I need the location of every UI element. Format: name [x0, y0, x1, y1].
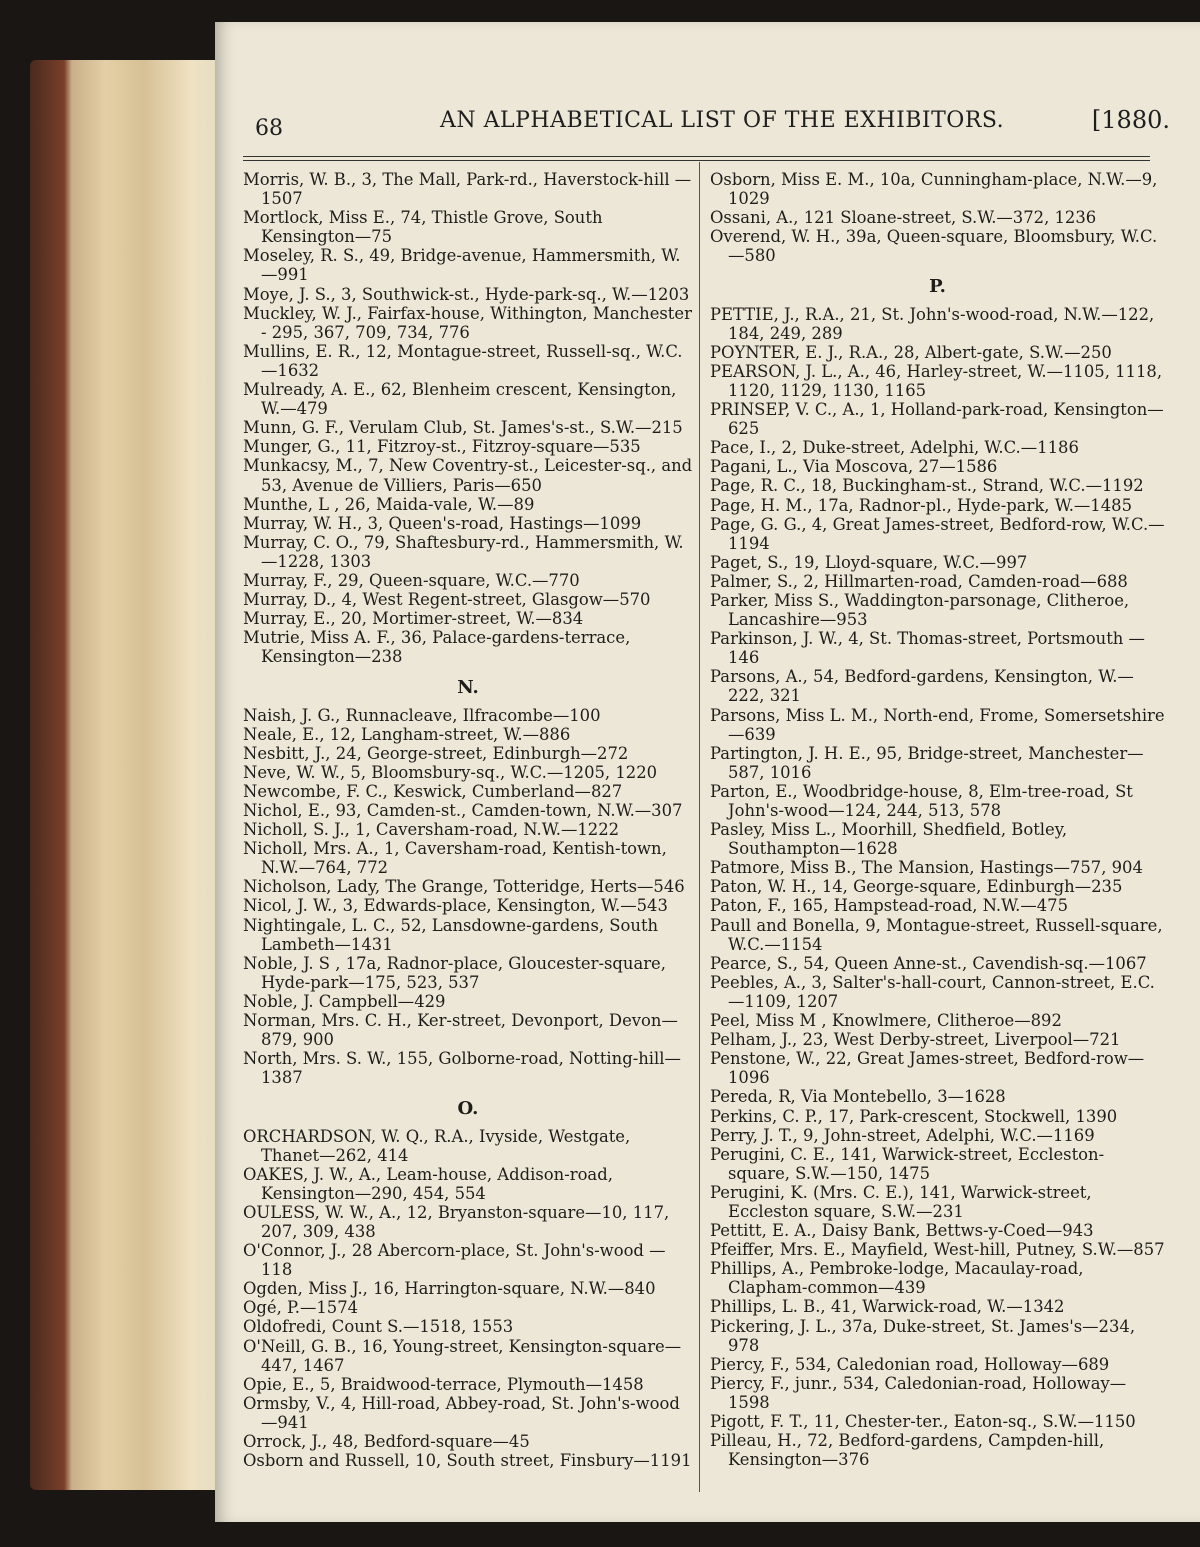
exhibitor-entry: Parsons, Miss L. M., North-end, Frome, Somersetshire —639: [710, 705, 1165, 744]
entries-m: [243, 170, 693, 666]
exhibitor-entry: Newcombe, F. C., Keswick, Cumberland—827: [243, 781, 623, 801]
exhibitor-entry: Mullins, E. R., 12, Montague-street, Russell-sq., W.C. —1632: [243, 341, 683, 380]
exhibitor-entry: Parton, E., Woodbridge-house, 8, Elm-tree-road, St John's-wood—124, 244, 513, 578: [710, 781, 1133, 820]
exhibitor-entry: Parsons, A., 54, Bedford-gardens, Kensington, W.—222, 321: [710, 667, 1134, 706]
header-rule-top: [243, 156, 1150, 157]
exhibitor-entry: Pasley, Miss L., Moorhill, Shedfield, Botley, Southampton—1628: [710, 820, 1068, 859]
section-heading-n: N.: [457, 677, 479, 699]
exhibitor-entry: Muckley, W. J., Fairfax-house, Withington, Manchester - 295, 367, 709, 734, 776: [243, 303, 692, 342]
page: [215, 22, 1200, 1522]
exhibitor-entry: Page, G. G., 4, Great James-street, Bedford-row, W.C.—1194: [710, 514, 1165, 553]
exhibitor-entry: Pfeiffer, Mrs. E., Mayfield, West-hill, Putney, S.W.—857: [710, 1240, 1165, 1260]
exhibitor-entry: Patmore, Miss B., The Mansion, Hastings—757, 904: [710, 858, 1143, 878]
book-page-edges: [30, 60, 220, 1490]
exhibitor-entry: PRINSEP, V. C., A., 1, Holland-park-road, Kensington—625: [710, 400, 1164, 439]
exhibitor-entry: Nightingale, L. C., 52, Lansdowne-gardens, South Lambeth—1431: [243, 915, 659, 954]
header-rule-bottom: [243, 160, 1150, 161]
exhibitor-entry: Murray, F., 29, Queen-square, W.C.—770: [243, 570, 580, 590]
exhibitor-entry: Mulready, A. E., 62, Blenheim crescent, Kensington, W.—479: [243, 380, 677, 419]
exhibitor-entry: Mortlock, Miss E., 74, Thistle Grove, South Kensington—75: [243, 208, 603, 247]
exhibitor-entry: POYNTER, E. J., R.A., 28, Albert-gate, S.W.—250: [710, 342, 1112, 362]
exhibitor-entry: Moye, J. S., 3, Southwick-st., Hyde-park-sq., W.—1203: [243, 284, 690, 304]
section-heading-p: P.: [929, 276, 946, 298]
exhibitor-entry: PETTIE, J., R.A., 21, St. John's-wood-road, N.W.—122, 184, 249, 289: [710, 304, 1155, 343]
exhibitor-entry: O'Connor, J., 28 Abercorn-place, St. John's-wood —118: [243, 1241, 666, 1280]
exhibitor-entry: Neve, W. W., 5, Bloomsbury-sq., W.C.—1205, 1220: [243, 762, 658, 782]
exhibitor-entry: Parkinson, J. W., 4, St. Thomas-street, Portsmouth —146: [710, 629, 1145, 668]
exhibitor-entry: Piercy, F., 534, Caledonian road, Holloway—689: [710, 1354, 1110, 1374]
exhibitor-entry: Osborn and Russell, 10, South street, Finsbury—1191: [243, 1451, 692, 1471]
exhibitor-entry: OULESS, W. W., A., 12, Bryanston-square—10, 117, 207, 309, 438: [243, 1202, 670, 1241]
exhibitor-entry: Peebles, A., 3, Salter's-hall-court, Cannon-street, E.C. —1109, 1207: [710, 972, 1155, 1011]
section-heading-o: O.: [457, 1098, 479, 1120]
exhibitor-entry: Parker, Miss S., Waddington-parsonage, Clitheroe, Lancashire—953: [710, 590, 1130, 630]
right-column: [710, 170, 1165, 1469]
exhibitor-entry: Noble, J. S , 17a, Radnor-place, Gloucester-square, Hyde-park—175, 523, 537: [243, 953, 666, 992]
exhibitor-entry: Murray, W. H., 3, Queen's-road, Hastings—1099: [243, 513, 642, 533]
exhibitor-entry: Partington, J. H. E., 95, Bridge-street, Manchester—587, 1016: [710, 743, 1144, 782]
entries-o: [243, 1127, 693, 1471]
exhibitor-entry: Opie, E., 5, Braidwood-terrace, Plymouth—1458: [243, 1374, 644, 1394]
exhibitor-entry: Neale, E., 12, Langham-street, W.—886: [243, 724, 571, 744]
exhibitor-entry: Peel, Miss M , Knowlmere, Clitheroe—892: [710, 1011, 1062, 1031]
exhibitor-entry: Nesbitt, J., 24, George-street, Edinburgh—272: [243, 743, 629, 763]
exhibitor-entry: Murray, D., 4, West Regent-street, Glasgow—570: [243, 590, 651, 610]
entries-n: [243, 706, 693, 1088]
exhibitor-entry: Pettitt, E. A., Daisy Bank, Bettws-y-Coed—943: [710, 1221, 1094, 1241]
exhibitor-entry: Pagani, L., Via Moscova, 27—1586: [710, 457, 998, 477]
exhibitor-entry: Palmer, S., 2, Hillmarten-road, Camden-road—688: [710, 571, 1128, 591]
exhibitor-entry: Ossani, A., 121 Sloane-street, S.W.—372, 1236: [710, 208, 1097, 228]
exhibitor-entry: Pigott, F. T., 11, Chester-ter., Eaton-sq., S.W.—1150: [710, 1412, 1136, 1431]
exhibitor-entry: Perry, J. T., 9, John-street, Adelphi, W.C.—1169: [710, 1125, 1095, 1145]
exhibitor-entry: Page, R. C., 18, Buckingham-st., Strand, W.C.—1192: [710, 476, 1144, 496]
left-column: [243, 170, 693, 1470]
exhibitor-entry: Munkacsy, M., 7, New Coventry-st., Leicester-sq., and 53, Avenue de Villiers, Paris—650: [243, 456, 693, 495]
exhibitor-entry: Pearce, S., 54, Queen Anne-st., Cavendish-sq.—1067: [710, 953, 1147, 973]
exhibitor-entry: Perkins, C. P., 17, Park-crescent, Stockwell, 1390: [710, 1106, 1118, 1126]
page-header: [235, 102, 1170, 142]
exhibitor-entry: Oldofredi, Count S.—1518, 1553: [243, 1317, 514, 1337]
exhibitor-entry: Page, H. M., 17a, Radnor-pl., Hyde-park, W.—1485: [710, 495, 1133, 515]
exhibitor-entry: Orrock, J., 48, Bedford-square—45: [243, 1432, 530, 1451]
exhibitor-entry: Paton, W. H., 14, George-square, Edinburgh—235: [710, 877, 1123, 897]
exhibitor-entry: Moseley, R. S., 49, Bridge-avenue, Hammersmith, W. —991: [243, 246, 681, 285]
page-title: AN ALPHABETICAL LIST OF THE EXHIBITORS.: [440, 108, 1005, 133]
exhibitor-entry: Penstone, W., 22, Great James-street, Bedford-row—1096: [710, 1049, 1145, 1088]
page-number: 68: [255, 116, 283, 141]
exhibitor-entry: North, Mrs. S. W., 155, Golborne-road, Notting-hill—1387: [243, 1049, 681, 1088]
exhibitor-entry: Ormsby, V., 4, Hill-road, Abbey-road, St. John's-wood —941: [243, 1393, 680, 1432]
exhibitor-entry: Paton, F., 165, Hampstead-road, N.W.—475: [710, 896, 1069, 916]
exhibitor-entry: OAKES, J. W., A., Leam-house, Addison-road, Kensington—290, 454, 554: [243, 1164, 613, 1203]
exhibitor-entry: Nichol, E., 93, Camden-st., Camden-town, N.W.—307: [243, 801, 683, 820]
column-divider: [699, 162, 700, 1492]
exhibitor-entry: Phillips, A., Pembroke-lodge, Macaulay-road, Clapham-common—439: [710, 1259, 1084, 1298]
exhibitor-entry: Perugini, K. (Mrs. C. E.), 141, Warwick-street, Eccleston square, S.W.—231: [710, 1182, 1092, 1221]
exhibitor-entry: Ogé, P.—1574: [243, 1298, 359, 1318]
exhibitor-entry: Noble, J. Campbell—429: [243, 991, 446, 1011]
exhibitor-entry: Overend, W. H., 39a, Queen-square, Bloomsbury, W.C.—580: [710, 227, 1158, 266]
exhibitor-entry: Pickering, J. L., 37a, Duke-street, St. James's—234, 978: [710, 1316, 1136, 1355]
exhibitor-entry: Munger, G., 11, Fitzroy-st., Fitzroy-square—535: [243, 437, 641, 457]
exhibitor-entry: Osborn, Miss E. M., 10a, Cunningham-place, N.W.—9, 1029: [710, 170, 1158, 209]
exhibitor-entry: Paget, S., 19, Lloyd-square, W.C.—997: [710, 552, 1028, 572]
exhibitor-entry: Pereda, R, Via Montebello, 3—1628: [710, 1087, 1006, 1107]
exhibitor-entry: ORCHARDSON, W. Q., R.A., Ivyside, Westgate, Thanet—262, 414: [243, 1126, 631, 1165]
exhibitor-entry: Morris, W. B., 3, The Mall, Park-rd., Haverstock-hill —1507: [243, 170, 692, 209]
exhibitor-entry: PEARSON, J. L., A., 46, Harley-street, W.—1105, 1118, 1120, 1129, 1130, 1165: [710, 361, 1163, 400]
exhibitor-entry: Phillips, L. B., 41, Warwick-road, W.—1342: [710, 1297, 1065, 1317]
exhibitor-entry: O'Neill, G. B., 16, Young-street, Kensington-square—447, 1467: [243, 1336, 682, 1375]
exhibitor-entry: Nicholl, S. J., 1, Caversham-road, N.W.—1222: [243, 820, 620, 840]
exhibitor-entry: Nicholson, Lady, The Grange, Totteridge, Herts—546: [243, 877, 685, 897]
exhibitor-entry: Perugini, C. E., 141, Warwick-street, Eccleston-square, S.W.—150, 1475: [710, 1144, 1105, 1183]
entries-o-continued: [710, 170, 1165, 265]
exhibitor-entry: Pilleau, H., 72, Bedford-gardens, Campden-hill, Kensington—376: [710, 1431, 1105, 1470]
exhibitor-entry: Paull and Bonella, 9, Montague-street, Russell-square, W.C.—1154: [710, 915, 1163, 954]
exhibitor-entry: Munthe, L , 26, Maida-vale, W.—89: [243, 494, 535, 514]
exhibitor-entry: Murray, E., 20, Mortimer-street, W.—834: [243, 609, 584, 629]
exhibitor-entry: Pelham, J., 23, West Derby-street, Liverpool—721: [710, 1030, 1121, 1050]
exhibitor-entry: Murray, C. O., 79, Shaftesbury-rd., Hammersmith, W. —1228, 1303: [243, 532, 684, 571]
exhibitor-entry: Nicholl, Mrs. A., 1, Caversham-road, Kentish-town, N.W.—764, 772: [243, 839, 667, 878]
exhibitor-entry: Ogden, Miss J., 16, Harrington-square, N.W.—840: [243, 1279, 656, 1299]
exhibitor-entry: Piercy, F., junr., 534, Caledonian-road, Holloway—1598: [710, 1373, 1127, 1412]
exhibitor-entry: Mutrie, Miss A. F., 36, Palace-gardens-terrace, Kensington—238: [243, 628, 631, 667]
exhibitor-entry: Munn, G. F., Verulam Club, St. James's-st., S.W.—215: [243, 418, 683, 438]
exhibitor-entry: Norman, Mrs. C. H., Ker-street, Devonport, Devon—879, 900: [243, 1011, 678, 1050]
page-year: [1880.: [1091, 106, 1170, 134]
exhibitor-entry: Nicol, J. W., 3, Edwards-place, Kensington, W.—543: [243, 896, 668, 916]
exhibitor-entry: Naish, J. G., Runnacleave, Ilfracombe—100: [243, 705, 601, 725]
entries-p: [710, 305, 1165, 1470]
exhibitor-entry: Pace, I., 2, Duke-street, Adelphi, W.C.—1186: [710, 438, 1079, 458]
